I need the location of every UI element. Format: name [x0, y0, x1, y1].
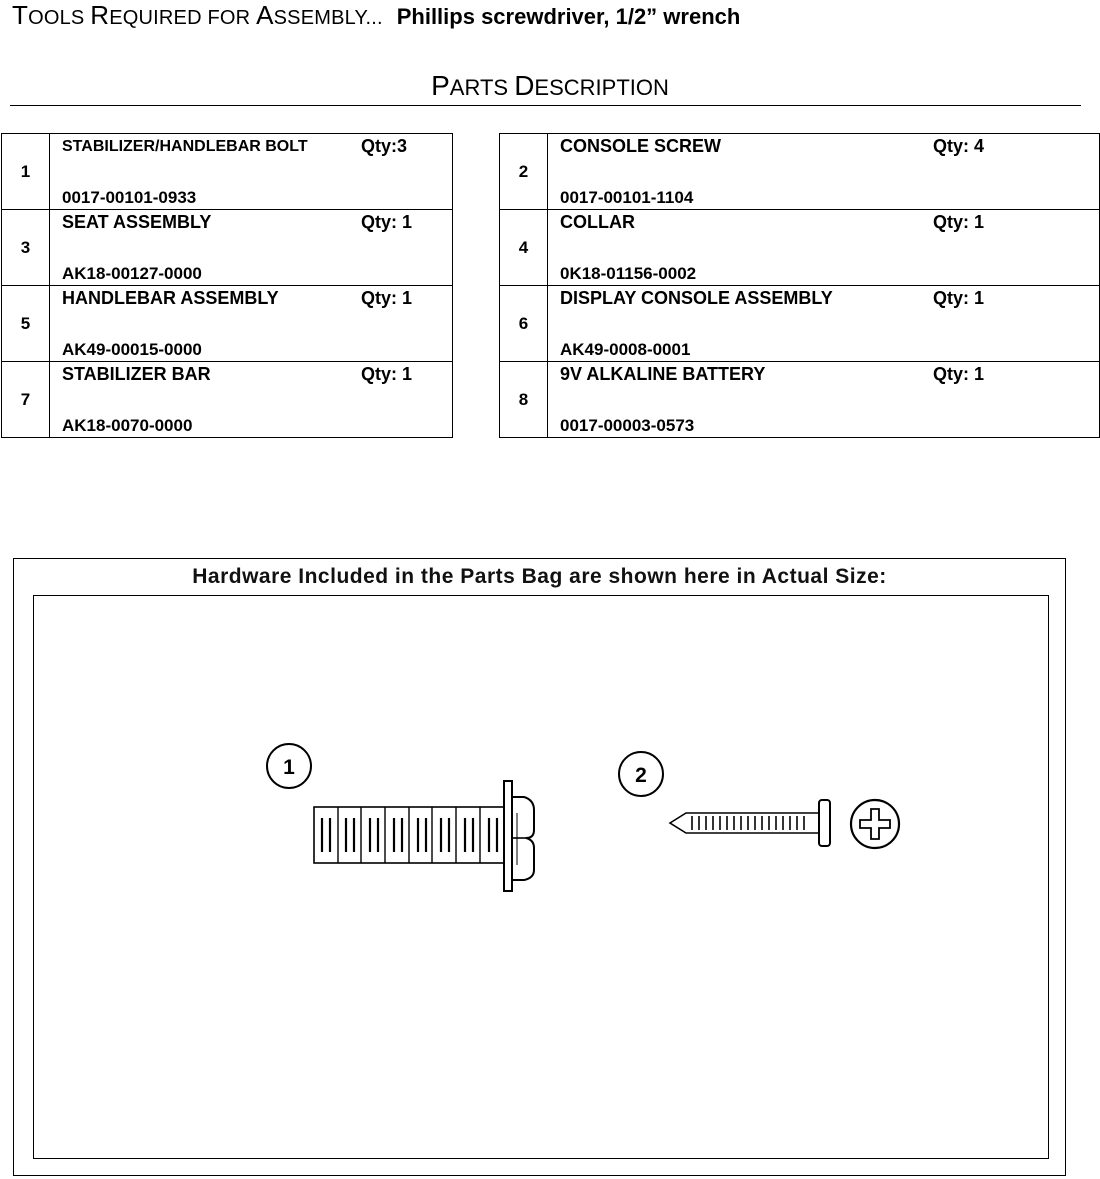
part-number: 7: [2, 362, 50, 438]
phillips-head-icon: [851, 800, 899, 848]
part-number: 1: [2, 134, 50, 210]
part-name: CONSOLE SCREW: [560, 136, 722, 156]
part-number: 6: [500, 286, 548, 362]
part-qty: Qty: 1: [933, 288, 985, 308]
part-number: 5: [2, 286, 50, 362]
part-qty: Qty: 1: [933, 364, 985, 384]
part-code: 0017-00101-1104: [560, 188, 694, 207]
part-name: SEAT ASSEMBLY: [62, 212, 212, 232]
hardware-box-title: Hardware Included in the Parts Bag are shown here in Actual Size:: [192, 565, 887, 588]
part-code: 0K18-01156-0002: [560, 264, 697, 283]
callout-2: [619, 752, 663, 796]
part-qty: Qty: 1: [361, 364, 413, 384]
part-number: 3: [2, 210, 50, 286]
part-qty: Qty: 1: [361, 288, 413, 308]
tools-required-heading: TOOLS REQUIRED FOR ASSEMBLY...: [12, 0, 383, 30]
part-number: 2: [500, 134, 548, 210]
part-name: 9V ALKALINE BATTERY: [560, 364, 766, 384]
callout-1-label: 1: [283, 756, 295, 779]
part-qty: Qty: 1: [361, 212, 413, 232]
bolt-icon: [314, 781, 534, 891]
part-name: STABILIZER BAR: [62, 364, 211, 384]
part-code: AK49-0008-0001: [560, 340, 691, 359]
part-code: 0017-00003-0573: [560, 416, 695, 435]
part-code: AK18-0070-0000: [62, 416, 193, 435]
part-qty: Qty:3: [361, 136, 408, 156]
part-code: AK49-00015-0000: [62, 340, 202, 359]
tools-required-value: Phillips screwdriver, 1/2” wrench: [396, 4, 741, 29]
part-qty: Qty: 1: [933, 212, 985, 232]
callout-1: [267, 744, 311, 788]
part-code: 0017-00101-0933: [62, 188, 197, 207]
callout-2-label: 2: [635, 764, 647, 787]
part-name: HANDLEBAR ASSEMBLY: [62, 288, 279, 308]
part-code: AK18-00127-0000: [62, 264, 202, 283]
parts-description-title: PARTS DESCRIPTION: [431, 70, 669, 101]
part-number: 4: [500, 210, 548, 286]
screw-icon: [670, 800, 830, 846]
part-qty: Qty: 4: [933, 136, 985, 156]
part-number: 8: [500, 362, 548, 438]
part-name: DISPLAY CONSOLE ASSEMBLY: [560, 288, 833, 308]
part-name: COLLAR: [560, 212, 635, 232]
part-name: STABILIZER/HANDLEBAR BOLT: [62, 138, 308, 155]
